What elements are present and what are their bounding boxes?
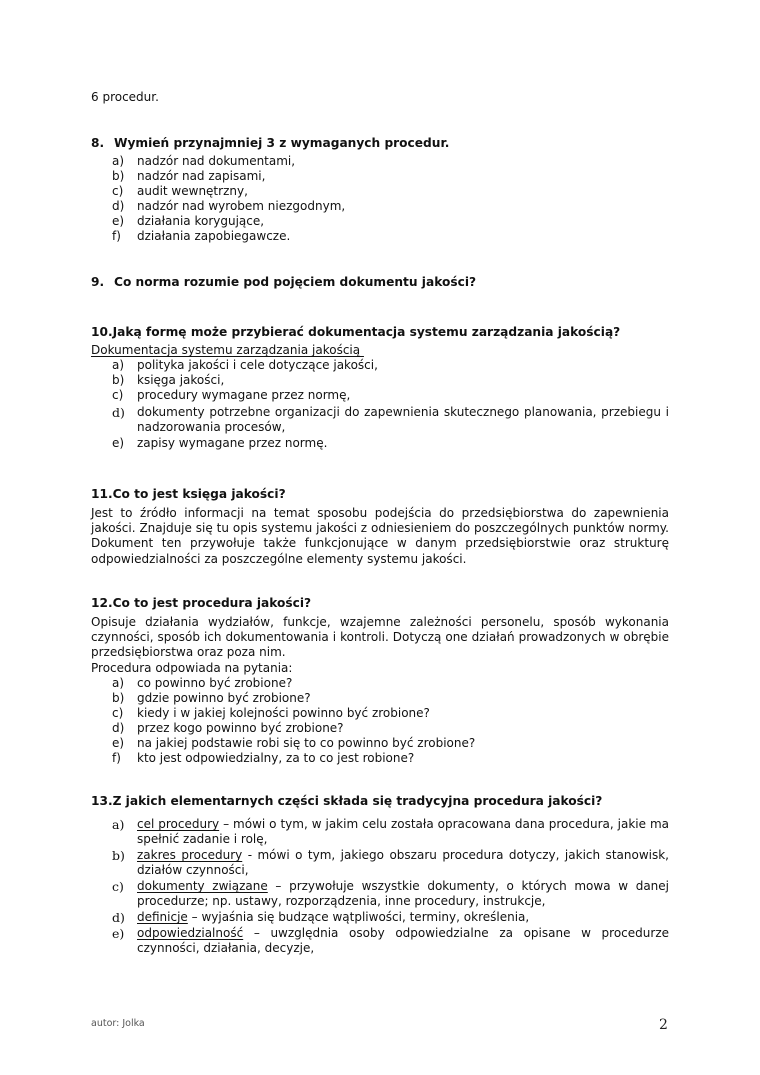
question-10-lead [91,343,669,358]
list-marker: b) [112,169,125,183]
term-description: – przywołuje wszystkie dokumenty, o których mowa w danej procedurze; np. ustawy, rozporządzenia, inne procedury, instrukcje, [137,879,669,908]
list-marker: a) [112,676,125,690]
question-8-list [112,154,669,244]
list-marker: a) [112,154,125,168]
question-12-heading [91,595,669,611]
list-item [112,721,669,736]
question-10-list [112,358,669,451]
question-11-heading [91,486,669,502]
list-item-text: nadzór nad dokumentami, [137,154,296,168]
list-item [112,751,669,766]
intro-line: 6 procedur. [91,90,159,104]
list-marker: e) [112,926,125,941]
list-marker: f) [112,229,121,243]
question-13-heading [91,793,669,809]
list-item [112,910,669,925]
question-9-heading [91,274,669,290]
list-marker: d) [112,405,125,420]
list-item [112,184,669,199]
list-marker: e) [112,736,125,750]
list-item-text: audit wewnętrzny, [137,184,248,198]
list-item [112,436,669,451]
list-item [112,199,669,214]
list-item [112,405,669,435]
list-item-text: kiedy i w jakiej kolejności powinno być zrobione? [137,706,430,720]
list-marker: e) [112,214,125,228]
term-description: - mówi o tym, jakiego obszaru procedura dotyczy, jakich stanowisk, działów czynności, [137,848,669,877]
question-number: 13. [91,794,113,808]
list-marker: b) [112,373,125,387]
question-12-paragraph: Opisuje działania wydziałów, funkcje, wzajemne zależności personelu, sposób wykonania czynności, sposób ich dokumentowania i kontroli. Dotyczą one działań prowadzonych w obrębie przedsiębiorstwa oraz poza nim. [91,615,669,660]
question-number: 9. [91,275,105,289]
list-item-text: procedury wymagane przez normę, [137,388,351,402]
list-marker: b) [112,848,125,863]
list-marker: c) [112,388,124,402]
list-item-text: księga jakości, [137,373,225,387]
list-item-text: działania zapobiegawcze. [137,229,291,243]
question-12-list [112,676,669,766]
list-item [112,154,669,169]
list-marker: b) [112,691,125,705]
list-marker: c) [112,706,124,720]
list-item [112,879,669,909]
list-marker: d) [112,721,125,735]
question-10-heading [91,324,669,340]
list-marker: f) [112,751,121,765]
list-item [112,817,669,847]
question-number: 12. [91,596,113,610]
term: cel procedury [137,817,220,831]
term-description: – wyjaśnia się budzące wątpliwości, terminy, określenia, [187,910,530,924]
list-item-text: gdzie powinno być zrobione? [137,691,311,705]
list-item [112,706,669,721]
lead-underlined-text: Dokumentacja systemu zarządzania jakością [91,343,364,357]
list-item [112,848,669,878]
list-item [112,926,669,956]
term: zakres procedury [137,848,243,862]
list-item-text: przez kogo powinno być zrobione? [137,721,344,735]
footer-author: autor: Jolka [91,1018,145,1029]
list-item [112,358,669,373]
list-item-text: działania korygujące, [137,214,265,228]
list-item [112,229,669,244]
list-item [112,373,669,388]
term: dokumenty związane [137,879,268,893]
list-item-text: na jakiej podstawie robi się to co powinno być zrobione? [137,736,476,750]
question-title: Co to jest księga jakości? [112,487,286,501]
list-item [112,736,669,751]
list-item-text: nadzór nad zapisami, [137,169,266,183]
list-item [112,691,669,706]
question-8-heading [91,135,669,151]
term-description: – uwzględnia osoby odpowiedzialne za opisane w procedurze czynności, działania, decyzje, [137,926,669,955]
question-11-paragraph: Jest to źródło informacji na temat sposobu podejścia do przedsiębiorstwa do zapewnienia jakości. Znajduje się tu opis systemu jakości z odniesieniem do poszczególnych punktów normy. Dokument ten przywołuje także funkcjonujące w danym przedsiębiorstwie oraz strukturę odpowiedzialności za poszczególne elementy systemu jakości. [91,506,669,566]
term-description: – mówi o tym, w jakim celu została opracowana dana procedura, jakie ma spełnić zadanie i rolę, [137,817,669,846]
list-item-text: kto jest odpowiedzialny, za to co jest robione? [137,751,415,765]
page-number: 2 [659,1017,668,1033]
list-marker: d) [112,199,125,213]
question-13-list [112,817,669,956]
list-marker: e) [112,436,125,450]
question-12-lead: Procedura odpowiada na pytania: [91,661,293,675]
term: odpowiedzialność [137,926,244,940]
list-marker: a) [112,817,125,832]
question-number: 11. [91,487,113,501]
question-title: Wymień przynajmniej 3 z wymaganych procedur. [114,136,450,150]
list-item [112,214,669,229]
list-item-text: co powinno być zrobione? [137,676,293,690]
question-number: 10. [91,325,113,339]
list-item [112,676,669,691]
list-marker: c) [112,879,124,894]
list-item [112,169,669,184]
list-marker: c) [112,184,124,198]
list-item-text: zapisy wymagane przez normę. [137,436,328,450]
question-title: Co norma rozumie pod pojęciem dokumentu jakości? [114,275,477,289]
question-title: Co to jest procedura jakości? [112,596,312,610]
question-title: Z jakich elementarnych części składa się tradycyjna procedura jakości? [112,794,603,808]
list-marker: a) [112,358,125,372]
question-number: 8. [91,136,105,150]
list-item-text: dokumenty potrzebne organizacji do zapewnienia skutecznego planowania, przebiegu i nadzorowania procesów, [137,405,669,434]
term: definicje [137,910,188,924]
list-item-text: nadzór nad wyrobem niezgodnym, [137,199,346,213]
list-marker: d) [112,910,125,925]
list-item-text: polityka jakości i cele dotyczące jakości, [137,358,378,372]
list-item [112,388,669,403]
question-title: Jaką formę może przybierać dokumentacja systemu zarządzania jakością? [112,325,621,339]
